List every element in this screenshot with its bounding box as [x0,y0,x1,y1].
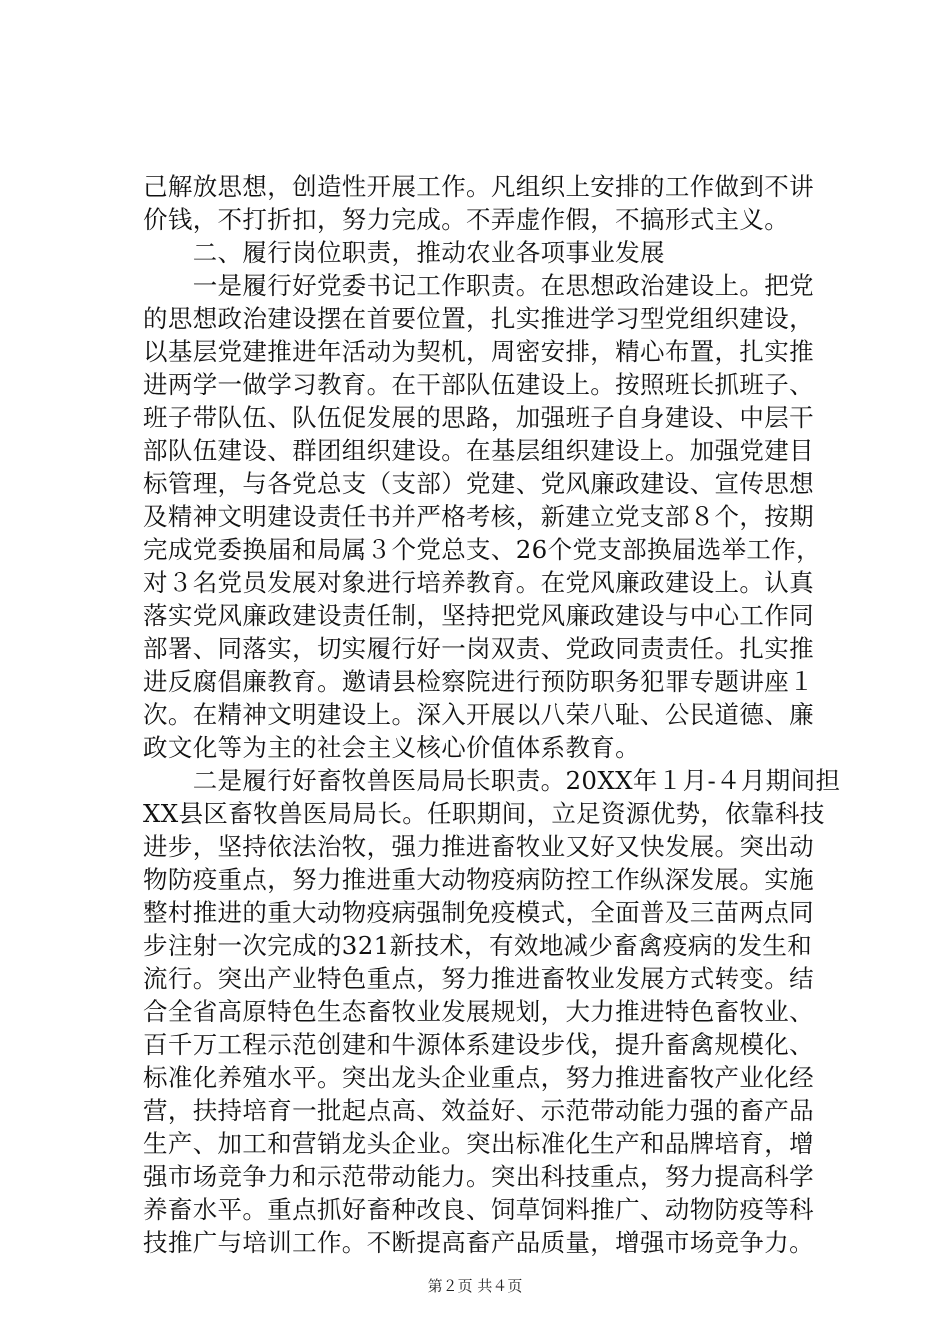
text-line: 强市场竞争力和示范带动能力。突出科技重点，努力提高科学 [143,1162,814,1191]
text-line: 及精神文明建设责任书并严格考核，新建立党支部８个，按期 [143,502,814,531]
text-line: 二是履行好畜牧兽医局局长职责。20XX年１月-４月期间担 [143,766,841,795]
text-line: 一是履行好党委书记工作职责。在思想政治建设上。把党 [143,271,814,300]
text-line: 价钱，不打折扣，努力完成。不弄虚作假，不搞形式主义。 [143,205,790,234]
text-line: 标管理，与各党总支（支部）党建、党风廉政建设、宣传思想 [143,469,814,498]
text-line: 百千万工程示范创建和牛源体系建设步伐，提升畜禽规模化、 [143,1030,814,1059]
text-line: 整村推进的重大动物疫病强制免疫模式，全面普及三苗两点同 [143,898,814,927]
text-line: 完成党委换届和局属３个党总支、26个党支部换届选举工作， [143,535,821,564]
text-line: 流行。突出产业特色重点，努力推进畜牧业发展方式转变。结 [143,964,814,993]
section-heading: 二、履行岗位职责，推动农业各项事业发展 [143,238,665,267]
text-line: 次。在精神文明建设上。深入开展以八荣八耻、公民道德、廉 [143,700,814,729]
text-line: 对３名党员发展对象进行培养教育。在党风廉政建设上。认真 [143,568,814,597]
text-line: 标准化养殖水平。突出龙头企业重点，努力推进畜牧产业化经 [143,1063,814,1092]
text-line: 生产、加工和营销龙头企业。突出标准化生产和品牌培育，增 [143,1129,814,1158]
text-line: 养畜水平。重点抓好畜种改良、饲草饲料推广、动物防疫等科 [143,1195,814,1224]
text-line: 物防疫重点，努力推进重大动物疫病防控工作纵深发展。实施 [143,865,814,894]
text-line: 营，扶持培育一批起点高、效益好、示范带动能力强的畜产品 [143,1096,814,1125]
text-line: 部队伍建设、群团组织建设。在基层组织建设上。加强党建目 [143,436,814,465]
page-number-footer: 第２页 共４页 [427,1277,523,1295]
text-line: 进两学一做学习教育。在干部队伍建设上。按照班长抓班子、 [143,370,814,399]
text-line: 进步，坚持依法治牧，强力推进畜牧业又好又快发展。突出动 [143,832,814,861]
text-line: 以基层党建推进年活动为契机，周密安排，精心布置，扎实推 [143,337,814,366]
text-line: 的思想政治建设摆在首要位置，扎实推进学习型党组织建设， [143,304,814,333]
text-line: 部署、同落实，切实履行好一岗双责、党政同责责任。扎实推 [143,634,814,663]
text-line: 合全省高原特色生态畜牧业发展规划，大力推进特色畜牧业、 [143,997,814,1026]
body-text [143,170,841,1259]
text-line: XX县区畜牧兽医局局长。任职期间，立足资源优势，依靠科技 [143,799,825,828]
text-line: 己解放思想，创造性开展工作。凡组织上安排的工作做到不讲 [143,172,814,201]
text-line: 技推广与培训工作。不断提高畜产品质量，增强市场竞争力。 [143,1228,814,1257]
text-line: 班子带队伍、队伍促发展的思路，加强班子自身建设、中层干 [143,403,814,432]
text-line: 进反腐倡廉教育。邀请县检察院进行预防职务犯罪专题讲座１ [143,667,814,696]
text-line: 政文化等为主的社会主义核心价值体系教育。 [143,733,640,762]
text-line: 落实党风廉政建设责任制，坚持把党风廉政建设与中心工作同 [143,601,814,630]
text-line: 步注射一次完成的321新技术，有效地减少畜禽疫病的发生和 [143,931,813,960]
